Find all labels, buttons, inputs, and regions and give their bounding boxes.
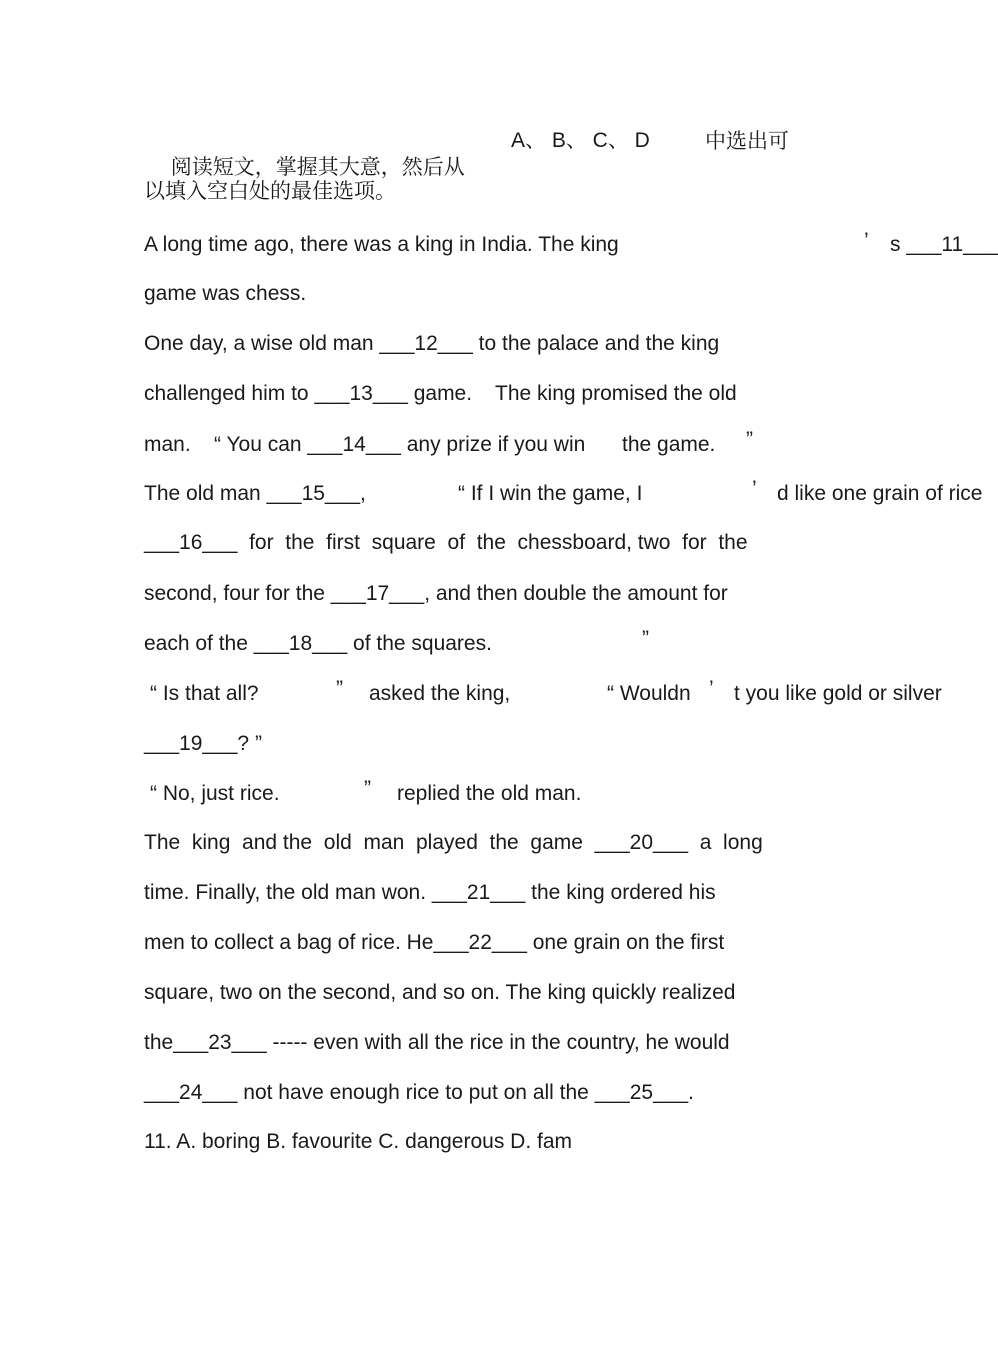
passage-line: men to collect a bag of rice. He___22___ one grain on the first [144, 931, 725, 954]
passage-fragment: “ Is that all? [150, 682, 259, 705]
passage-fragment: “ No, just rice. [150, 782, 280, 805]
passage-line: A long time ago, there was a king in India. The king [144, 233, 619, 256]
passage-line: each of the ___18___ of the squares. [144, 632, 492, 655]
apostrophe: ’ [709, 677, 714, 700]
passage-fragment: the game. [622, 433, 716, 456]
close-quote: ” [746, 428, 753, 451]
passage-line: One day, a wise old man ___12___ to the palace and the king [144, 332, 720, 355]
passage-line: ___19___? ” [144, 732, 262, 755]
close-quote: ” [642, 627, 649, 650]
instruction-text-2: 中选出可 [705, 129, 789, 153]
passage-fragment: asked the king, [369, 682, 511, 705]
instruction-options: A、 B、 C、 D [511, 129, 650, 152]
passage-line: square, two on the second, and so on. The king quickly realized [144, 981, 736, 1004]
instruction-text-1: 阅读短文，掌握其大意，然后从 [170, 155, 465, 179]
passage-line: man. “ You can ___14___ any prize if you win [144, 433, 586, 456]
passage-line: second, four for the ___17___, and then double the amount for [144, 582, 728, 605]
passage-fragment: s ___11___ [890, 233, 998, 256]
passage-fragment: d like one grain of rice [777, 482, 983, 505]
passage-line: time. Finally, the old man won. ___21___ the king ordered his [144, 881, 716, 904]
close-quote: ” [364, 777, 371, 800]
passage-line: challenged him to ___13___ game. The king promised the old [144, 382, 737, 405]
passage-fragment: t you like gold or silver [734, 682, 942, 705]
instruction-line-2: 以填入空白处的最佳选项。 [144, 179, 396, 203]
passage-line: The king and the old man played the game ___20___ a long [144, 831, 763, 854]
apostrophe: ’ [752, 477, 757, 500]
passage-line: the___23___ ----- even with all the rice in the country, he would [144, 1031, 730, 1054]
question-11: 11. A. boring B. favourite C. dangerous D. fam [144, 1130, 573, 1153]
passage-fragment: “ If I win the game, I [458, 482, 643, 505]
apostrophe: ’ [864, 229, 869, 252]
passage-line: game was chess. [144, 282, 307, 305]
close-quote: ” [336, 677, 343, 700]
passage-line: The old man ___15___, [144, 482, 366, 505]
passage-fragment: replied the old man. [397, 782, 582, 805]
passage-fragment: “ Wouldn [607, 682, 691, 705]
passage-line: ___16___ for the first square of the chessboard, two for the [144, 531, 748, 554]
passage-line: ___24___ not have enough rice to put on all the ___25___. [144, 1081, 694, 1104]
